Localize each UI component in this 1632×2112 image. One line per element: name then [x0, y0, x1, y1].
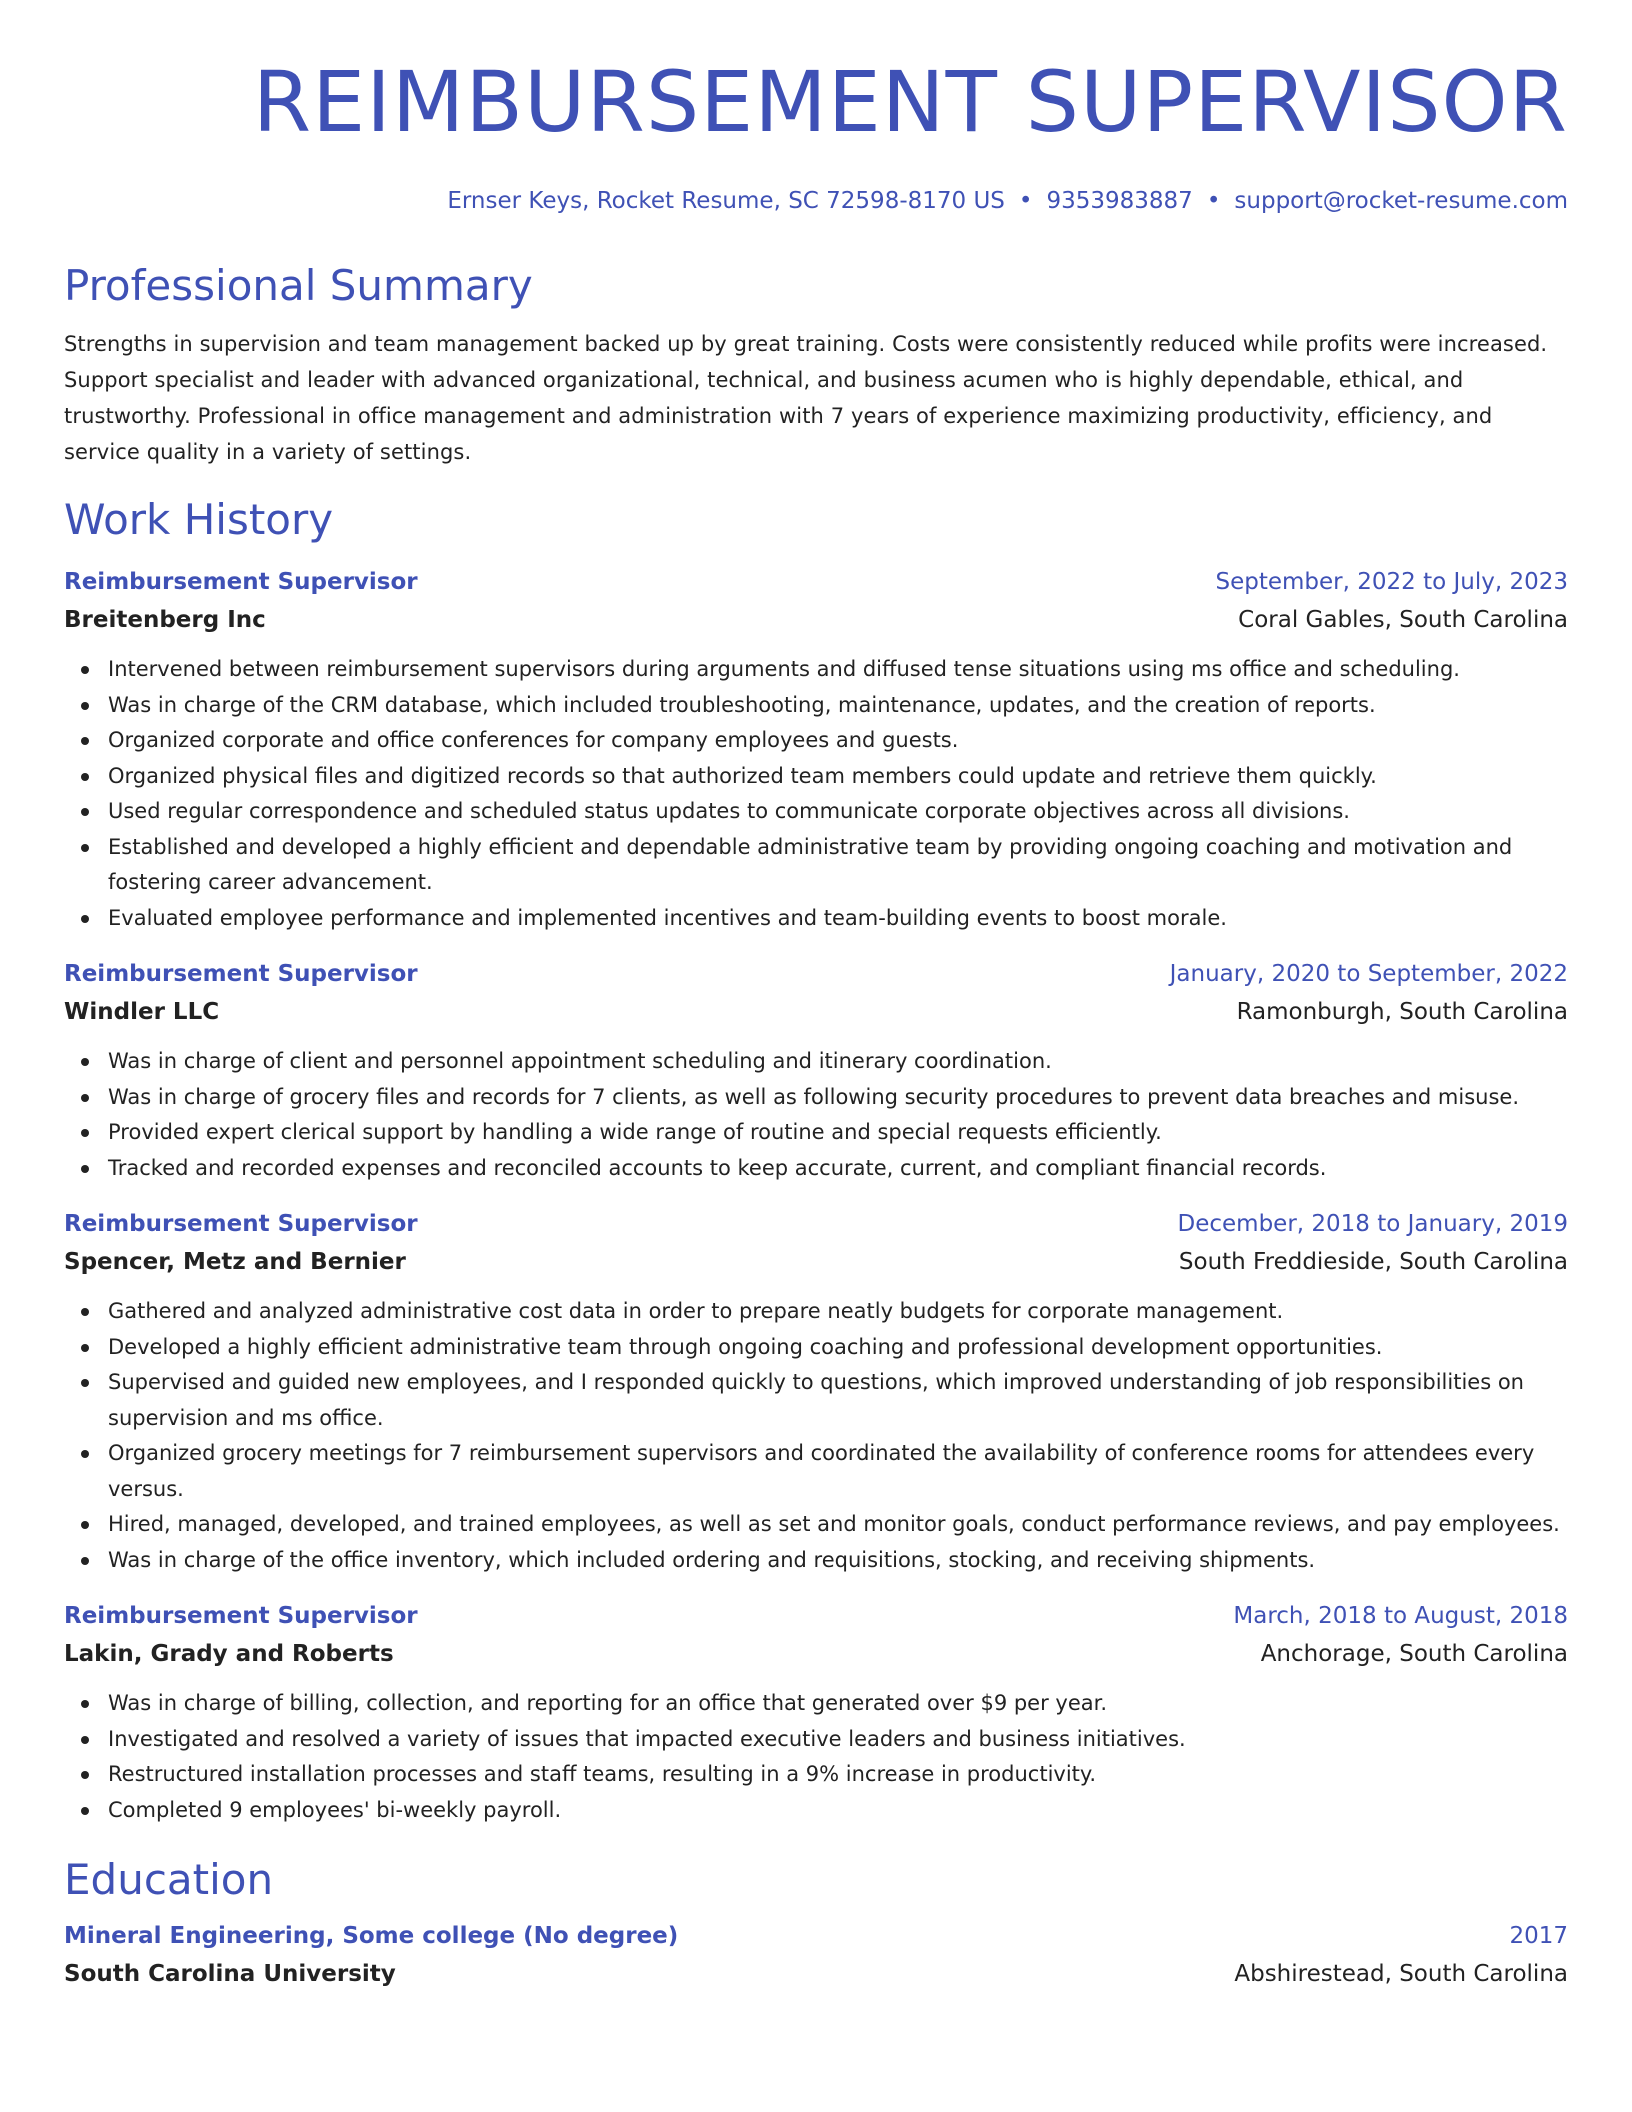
job-role: Reimbursement Supervisor	[64, 1211, 418, 1237]
job-entry	[64, 956, 1568, 1186]
summary-section	[64, 260, 1568, 470]
job-bullet: Intervened between reimbursement supervisors during arguments and diffused tense situations using ms office and scheduling.	[108, 652, 1568, 688]
job-location: Coral Gables, South Carolina	[1238, 607, 1568, 633]
job-bullet: Was in charge of client and personnel appointment scheduling and itinerary coordination.	[108, 1044, 1568, 1080]
job-company: Spencer, Metz and Bernier	[64, 1249, 406, 1275]
job-dates: January, 2020 to September, 2022	[1169, 961, 1568, 987]
job-company-row	[64, 1634, 1568, 1674]
education-school: South Carolina University	[64, 1961, 396, 1987]
job-bullet: Provided expert clerical support by handling a wide range of routine and special requests efficiently.	[108, 1115, 1568, 1151]
job-bullets	[64, 1686, 1568, 1828]
job-company: Lakin, Grady and Roberts	[64, 1641, 394, 1667]
job-dates: March, 2018 to August, 2018	[1233, 1603, 1568, 1629]
job-entry	[64, 1206, 1568, 1578]
job-list	[64, 564, 1568, 1828]
job-bullet: Used regular correspondence and scheduled status updates to communicate corporate objectives across all divisions.	[108, 794, 1568, 830]
contact-separator: •	[1206, 188, 1221, 214]
job-location: Ramonburgh, South Carolina	[1236, 999, 1568, 1025]
contact-address: Ernser Keys, Rocket Resume, SC 72598-8170 US	[447, 188, 1005, 214]
job-bullet: Was in charge of the office inventory, which included ordering and requisitions, stocking, and receiving shipments.	[108, 1543, 1568, 1579]
job-bullets	[64, 1044, 1568, 1186]
resume-header	[64, 52, 1568, 216]
job-bullet: Organized physical files and digitized records so that authorized team members could update and retrieve them quickly.	[108, 759, 1568, 795]
job-bullets	[64, 652, 1568, 936]
section-title-work-history: Work History	[64, 495, 334, 544]
education-year: 2017	[1509, 1923, 1568, 1949]
job-bullet: Established and developed a highly efficient and dependable administrative team by providing ongoing coaching and motivation and fostering career advancement.	[108, 830, 1568, 901]
job-bullet: Investigated and resolved a variety of issues that impacted executive leaders and business initiatives.	[108, 1722, 1568, 1758]
job-bullet: Organized corporate and office conferences for company employees and guests.	[108, 723, 1568, 759]
contact-line	[64, 186, 1568, 216]
job-bullet: Evaluated employee performance and implemented incentives and team-building events to boost morale.	[108, 901, 1568, 937]
job-bullet: Completed 9 employees' bi-weekly payroll.	[108, 1793, 1568, 1829]
job-company-row	[64, 600, 1568, 640]
job-dates: December, 2018 to January, 2019	[1177, 1211, 1568, 1237]
work-history-section	[64, 494, 1568, 1828]
job-bullet: Tracked and recorded expenses and reconciled accounts to keep accurate, current, and compliant financial records.	[108, 1151, 1568, 1187]
job-entry	[64, 1598, 1568, 1828]
job-role: Reimbursement Supervisor	[64, 569, 418, 595]
education-header-row	[64, 1918, 1568, 1954]
job-location: South Freddieside, South Carolina	[1178, 1249, 1568, 1275]
job-bullet: Restructured installation processes and staff teams, resulting in a 9% increase in productivity.	[108, 1757, 1568, 1793]
job-company-row	[64, 992, 1568, 1032]
job-bullet: Gathered and analyzed administrative cost data in order to prepare neatly budgets for corporate management.	[108, 1294, 1568, 1330]
education-location: Abshirestead, South Carolina	[1234, 1961, 1568, 1987]
education-degree: Mineral Engineering, Some college (No degree)	[64, 1923, 679, 1949]
job-dates: September, 2022 to July, 2023	[1215, 569, 1568, 595]
job-bullets	[64, 1294, 1568, 1578]
job-bullet: Hired, managed, developed, and trained employees, as well as set and monitor goals, conduct performance reviews, and pay employees.	[108, 1507, 1568, 1543]
job-role: Reimbursement Supervisor	[64, 961, 418, 987]
summary-text: Strengths in supervision and team management backed up by great training. Costs were consistently reduced while profits were increased. Support specialist and leader with advanced organizational, technical, and business acumen who is highly dependable, ethical, and trustworthy. Professional in office management and administration with 7 years of experience maximizing productivity, efficiency, and service quality in a variety of settings.	[64, 332, 1548, 464]
job-header-row	[64, 956, 1568, 992]
job-bullet: Was in charge of billing, collection, and reporting for an office that generated over $9 per year.	[108, 1686, 1568, 1722]
job-bullet: Was in charge of grocery files and records for 7 clients, as well as following security procedures to prevent data breaches and misuse.	[108, 1080, 1568, 1116]
contact-separator: •	[1018, 188, 1033, 214]
education-section	[64, 1854, 1568, 1994]
section-title-education: Education	[64, 1855, 274, 1904]
education-entry	[64, 1918, 1568, 1994]
job-location: Anchorage, South Carolina	[1260, 1641, 1568, 1667]
job-bullet: Was in charge of the CRM database, which included troubleshooting, maintenance, updates, and the creation of reports.	[108, 688, 1568, 724]
education-school-row	[64, 1954, 1568, 1994]
job-bullet: Organized grocery meetings for 7 reimbursement supervisors and coordinated the availability of conference rooms for attendees every versus.	[108, 1436, 1568, 1507]
job-company-row	[64, 1242, 1568, 1282]
job-company: Breitenberg Inc	[64, 607, 266, 633]
job-header-row	[64, 1206, 1568, 1242]
job-header-row	[64, 564, 1568, 600]
job-bullet: Developed a highly efficient administrative team through ongoing coaching and professional development opportunities.	[108, 1330, 1568, 1366]
job-company: Windler LLC	[64, 999, 220, 1025]
candidate-title: REIMBURSEMENT SUPERVISOR	[252, 53, 1568, 151]
contact-email: support@rocket-resume.com	[1234, 188, 1568, 214]
section-title-summary: Professional Summary	[64, 261, 533, 310]
job-bullet: Supervised and guided new employees, and I responded quickly to questions, which improved understanding of job responsibilities on supervision and ms office.	[108, 1365, 1568, 1436]
job-entry	[64, 564, 1568, 936]
contact-phone: 9353983887	[1046, 188, 1193, 214]
job-header-row	[64, 1598, 1568, 1634]
job-role: Reimbursement Supervisor	[64, 1603, 418, 1629]
